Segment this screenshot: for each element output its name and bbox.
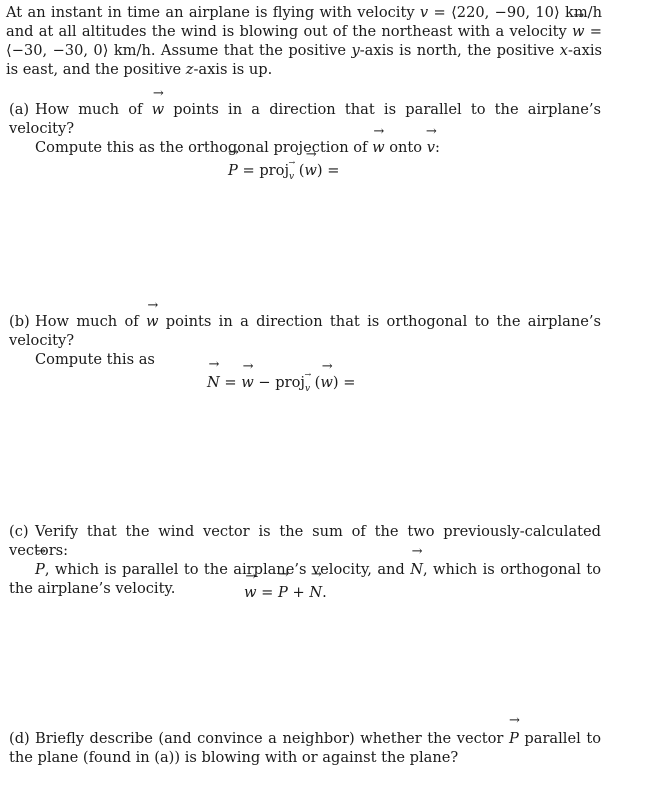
vector-v: → $_v$: [305, 379, 310, 399]
y-axis-symbol: y: [351, 42, 360, 59]
vector-w: → w: [244, 583, 257, 603]
vector-w: → w: [146, 312, 159, 331]
vector-v: → v: [420, 3, 428, 22]
vector-w: → w: [572, 22, 585, 41]
part-c-equation: → w = → P + → N.: [244, 583, 327, 603]
vector-w: → w: [241, 373, 254, 393]
part-d-question: (d) Briefly describe (and convince a neighbor) whether the vector → P parallel to the plane (found in (a)) is blowing with or against the plane?: [9, 729, 601, 767]
part-b-label: (b): [9, 313, 30, 330]
vector-P: → P: [509, 729, 519, 748]
part-b-equation: → N = → w − proj→ $_v$ (→ w) =: [207, 373, 355, 395]
vector-P: → P: [35, 560, 45, 579]
vector-w: → w: [304, 161, 317, 181]
part-c-question: (c) Verify that the wind vector is the sum of the two previously-calculated vectors: → P, which is parallel to the airplane’s velocity, and → N, which is orthogonal to the airplane’s velocity.: [9, 522, 601, 598]
vector-N: → N: [309, 583, 322, 603]
part-a-equation: → P = proj→ $_v$ (→ w) =: [228, 161, 339, 183]
vector-P: → P: [228, 161, 238, 181]
z-axis-symbol: z: [185, 61, 194, 78]
vector-P: → P: [278, 583, 288, 603]
part-d-label: (d): [9, 730, 30, 747]
part-c-label: (c): [9, 523, 29, 540]
vector-w: → w: [320, 373, 333, 393]
part-a-question: (a) How much of → w points in a direction that is parallel to the airplane’s velocity? Compute this as the orthogonal projection of → w onto → v:: [9, 100, 601, 157]
vector-v: → $_v$: [289, 167, 294, 187]
vector-v: → v: [427, 138, 435, 157]
vector-w: → w: [152, 100, 165, 119]
vector-N: → N: [410, 560, 423, 579]
x-axis-symbol: x: [559, 42, 568, 59]
intro-paragraph: At an instant in time an airplane is flying with velocity → v = ⟨220, −90, 10⟩ km/h and at all altitudes the wind is blowing out of the northeast with a velocity → w = ⟨−30, −30, 0⟩ km/h. Assume that the positive y-axis is north, the positive x-axis is east, and the positive z-axis is up.: [6, 3, 602, 79]
vector-N: → N: [207, 373, 220, 393]
vector-w: → w: [372, 138, 385, 157]
part-b-question: (b) How much of → w points in a direction that is orthogonal to the airplane’s velocity? Compute this as: [9, 312, 601, 369]
part-a-label: (a): [9, 101, 30, 118]
